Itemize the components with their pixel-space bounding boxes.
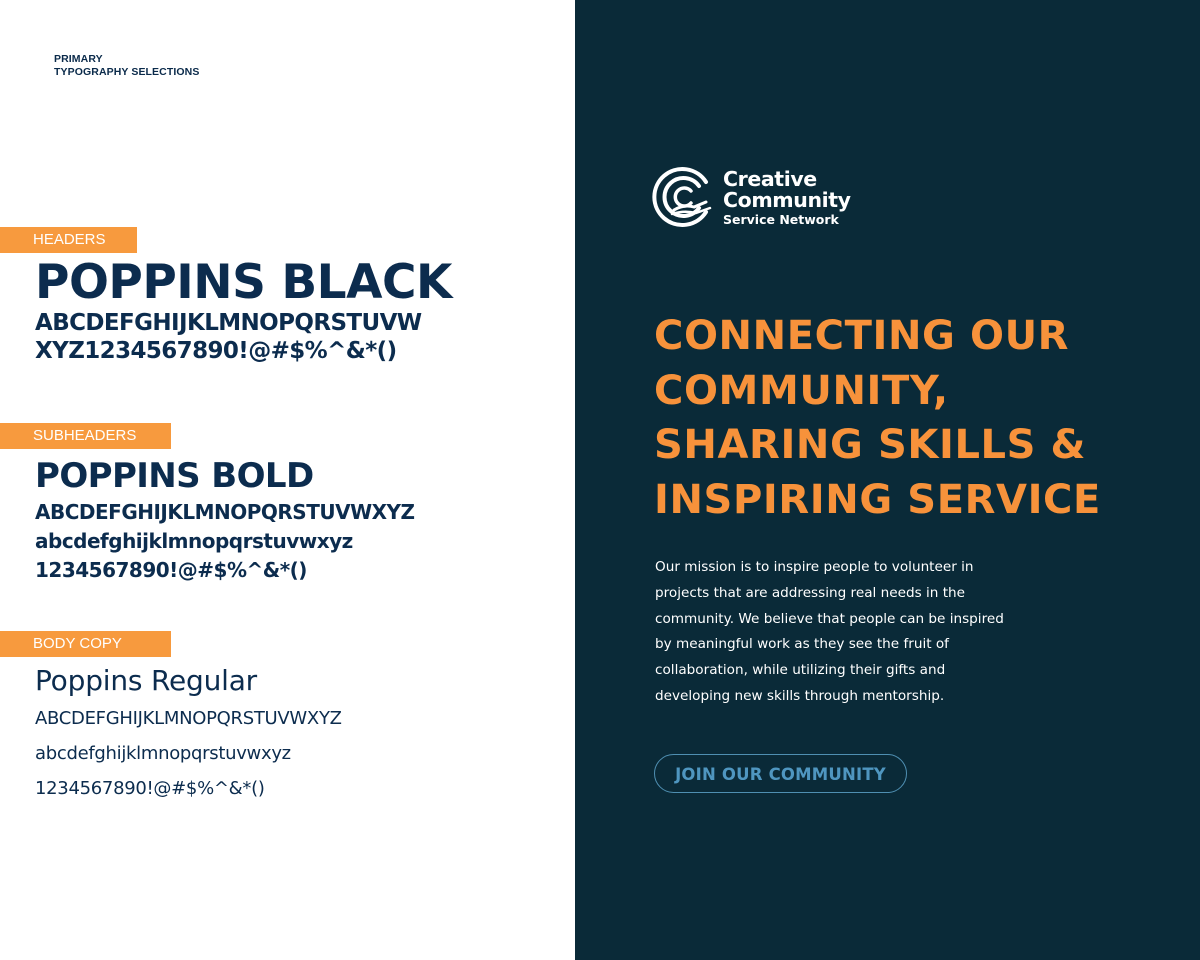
community-c-hand-logo-icon <box>652 164 718 230</box>
subheaders-sample-line-3: 1234567890!@#$%^&*() <box>35 558 307 582</box>
body-copy-sample-line-3: 1234567890!@#$%^&*() <box>35 778 265 799</box>
headers-sample-line-1: ABCDEFGHIJKLMNOPQRSTUVW <box>35 310 422 336</box>
logo-text-community: Community <box>723 188 851 212</box>
page-label <box>54 53 199 79</box>
headline-line-1: CONNECTING OUR <box>654 313 1070 359</box>
subheaders-sample-line-2: abcdefghijklmnopqrstuvwxyz <box>35 529 353 553</box>
page-label-line1: PRIMARY <box>54 53 103 65</box>
page-label-line2: TYPOGRAPHY SELECTIONS <box>54 66 200 78</box>
logo <box>652 164 892 234</box>
typography-panel <box>0 0 575 960</box>
body-copy-font-name: Poppins Regular <box>35 664 257 697</box>
subheaders-font-name: POPPINS BOLD <box>35 456 314 496</box>
subheaders-sample-line-1: ABCDEFGHIJKLMNOPQRSTUVWXYZ <box>35 500 415 524</box>
logo-text-service-network: Service Network <box>723 212 839 227</box>
headers-tag: HEADERS <box>0 227 137 253</box>
subheaders-tag: SUBHEADERS <box>0 423 171 449</box>
body-copy-tag: BODY COPY <box>0 631 171 657</box>
logo-text-creative: Creative <box>723 167 817 191</box>
headline-line-2: COMMUNITY, <box>654 367 949 414</box>
headers-sample-line-2: XYZ1234567890!@#$%^&*() <box>35 338 397 364</box>
headline-line-4: INSPIRING SERVICE <box>654 476 1101 523</box>
join-community-button[interactable]: JOIN OUR COMMUNITY <box>654 754 907 793</box>
headline <box>654 309 1174 527</box>
headers-font-name: POPPINS BLACK <box>35 255 452 310</box>
mission-statement: Our mission is to inspire people to volunteer in projects that are addressing real needs in the community. We believe that people can be inspired by meaningful work as they see the fruit of collaboration, while utilizing their gifts and developing new skills through mentorship. <box>655 559 1004 704</box>
body-copy-sample-line-2: abcdefghijklmnopqrstuvwxyz <box>35 743 291 764</box>
body-copy-sample-line-1: ABCDEFGHIJKLMNOPQRSTUVWXYZ <box>35 708 342 729</box>
headline-line-3: SHARING SKILLS & <box>654 422 1087 468</box>
